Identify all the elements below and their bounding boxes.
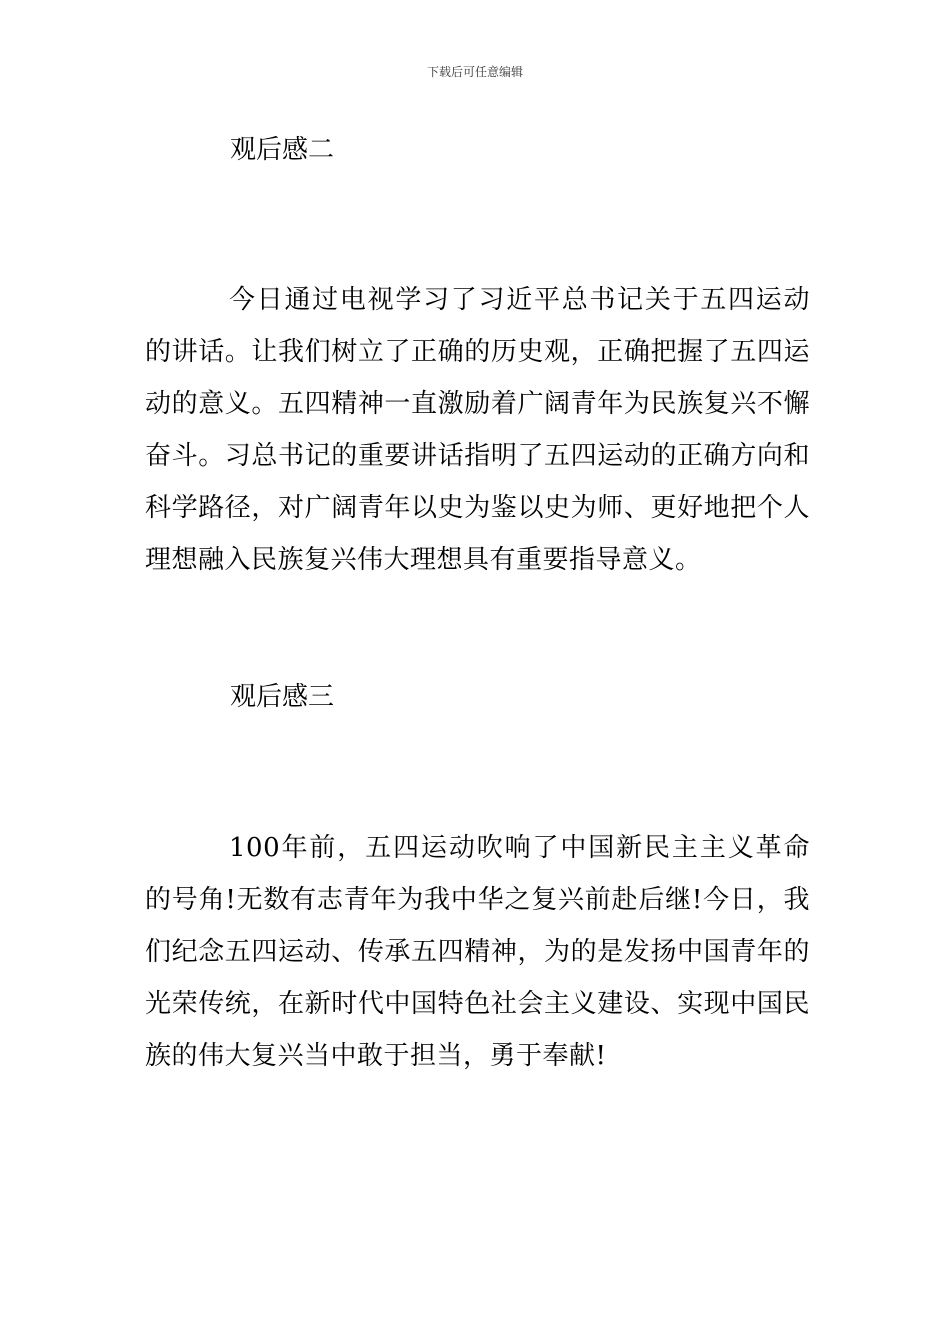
section-paragraph: 100年前，五四运动吹响了中国新民主主义革命的号角!无数有志青年为我中华之复兴前赴后继!今日，我们纪念五四运动、传承五四精神，为的是发扬中国青年的光荣传统，在新时代中国特色社会主义建设、实现中国民族的伟大复兴当中敢于担当，勇于奉献! <box>145 833 810 1071</box>
section-paragraph: 今日通过电视学习了习近平总书记关于五四运动的讲话。让我们树立了正确的历史观，正确把握了五四运动的意义。五四精神一直激励着广阔青年为民族复兴不懈奋斗。习总书记的重要讲话指明了五四运动的正确方向和科学路径，对广阔青年以史为鉴以史为师、更好地把个人理想融入民族复兴伟大理想具有重要指导意义。 <box>145 285 810 575</box>
header-note: 下载后可任意编辑 <box>426 65 523 79</box>
section-heading: 观后感二 <box>230 135 335 165</box>
section-heading: 观后感三 <box>230 682 335 712</box>
